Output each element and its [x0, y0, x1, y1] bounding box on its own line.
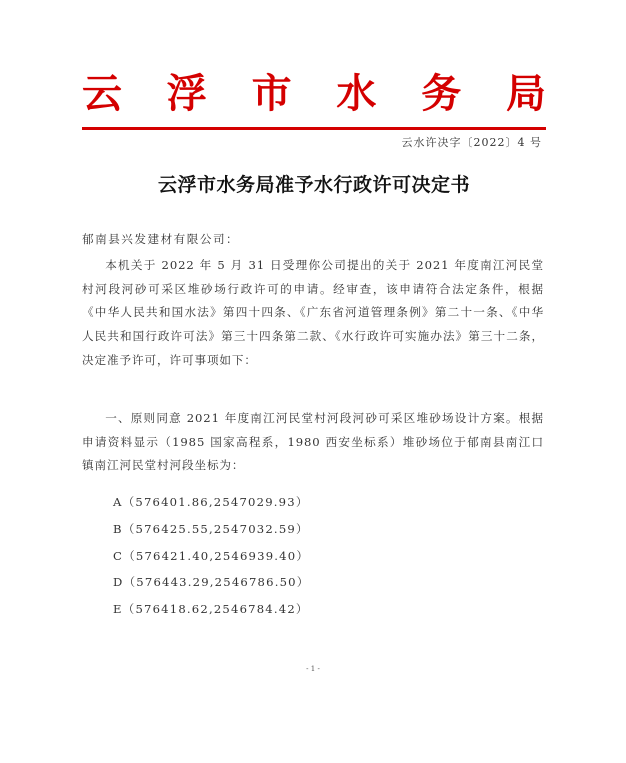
letterhead-org-name — [82, 68, 546, 120]
coordinate-item: A（576401.86,2547029.93） — [113, 495, 309, 509]
coordinate-item: E（576418.62,2546784.42） — [113, 602, 309, 617]
letterhead-char: 水 — [336, 70, 377, 117]
body-paragraph: 一、原则同意 2021 年度南江河民堂村河段河砂可采区堆砂场设计方案。根据申请资料显示（1985 国家高程系，1980 西安坐标系）堆砂场位于郁南县南江口镇南江河民堂村河段坐标为： — [82, 411, 544, 473]
letterhead-char: 局 — [505, 70, 546, 117]
letterhead-char: 浮 — [166, 70, 207, 117]
document-number: 云水许决字〔2022〕4 号 — [401, 136, 542, 149]
coordinate-item: D（576443.29,2546786.50） — [113, 575, 310, 590]
letterhead-char: 市 — [251, 70, 292, 117]
body-paragraph: 本机关于 2022 年 5 月 31 日受理你公司提出的关于 2021 年度南江河民堂村河段河砂可采区堆砂场行政许可的申请。经审查，该申请符合法定条件，根据《中华人民共和国水法》第四十四条、《广东省河道管理条例》第二十一条、《中华人民共和国行政许可法》第三十四条第二款、《水行政许可实施办法》第三十二条，决定准予许可，许可事项如下： — [82, 258, 544, 367]
coordinate-item: C（576421.40,2546939.40） — [113, 548, 310, 563]
coordinate-item: B（576425.55,2547032.59） — [113, 521, 309, 536]
letterhead-char: 云 — [82, 70, 122, 117]
page-number: - 1 - — [306, 665, 320, 673]
letterhead-red-rule — [82, 127, 546, 130]
coordinate-list — [113, 491, 310, 625]
document-title: 云浮市水务局准予水行政许可决定书 — [157, 174, 470, 196]
letterhead-char: 务 — [421, 70, 462, 117]
salutation: 郁南县兴发建材有限公司： — [82, 232, 240, 246]
